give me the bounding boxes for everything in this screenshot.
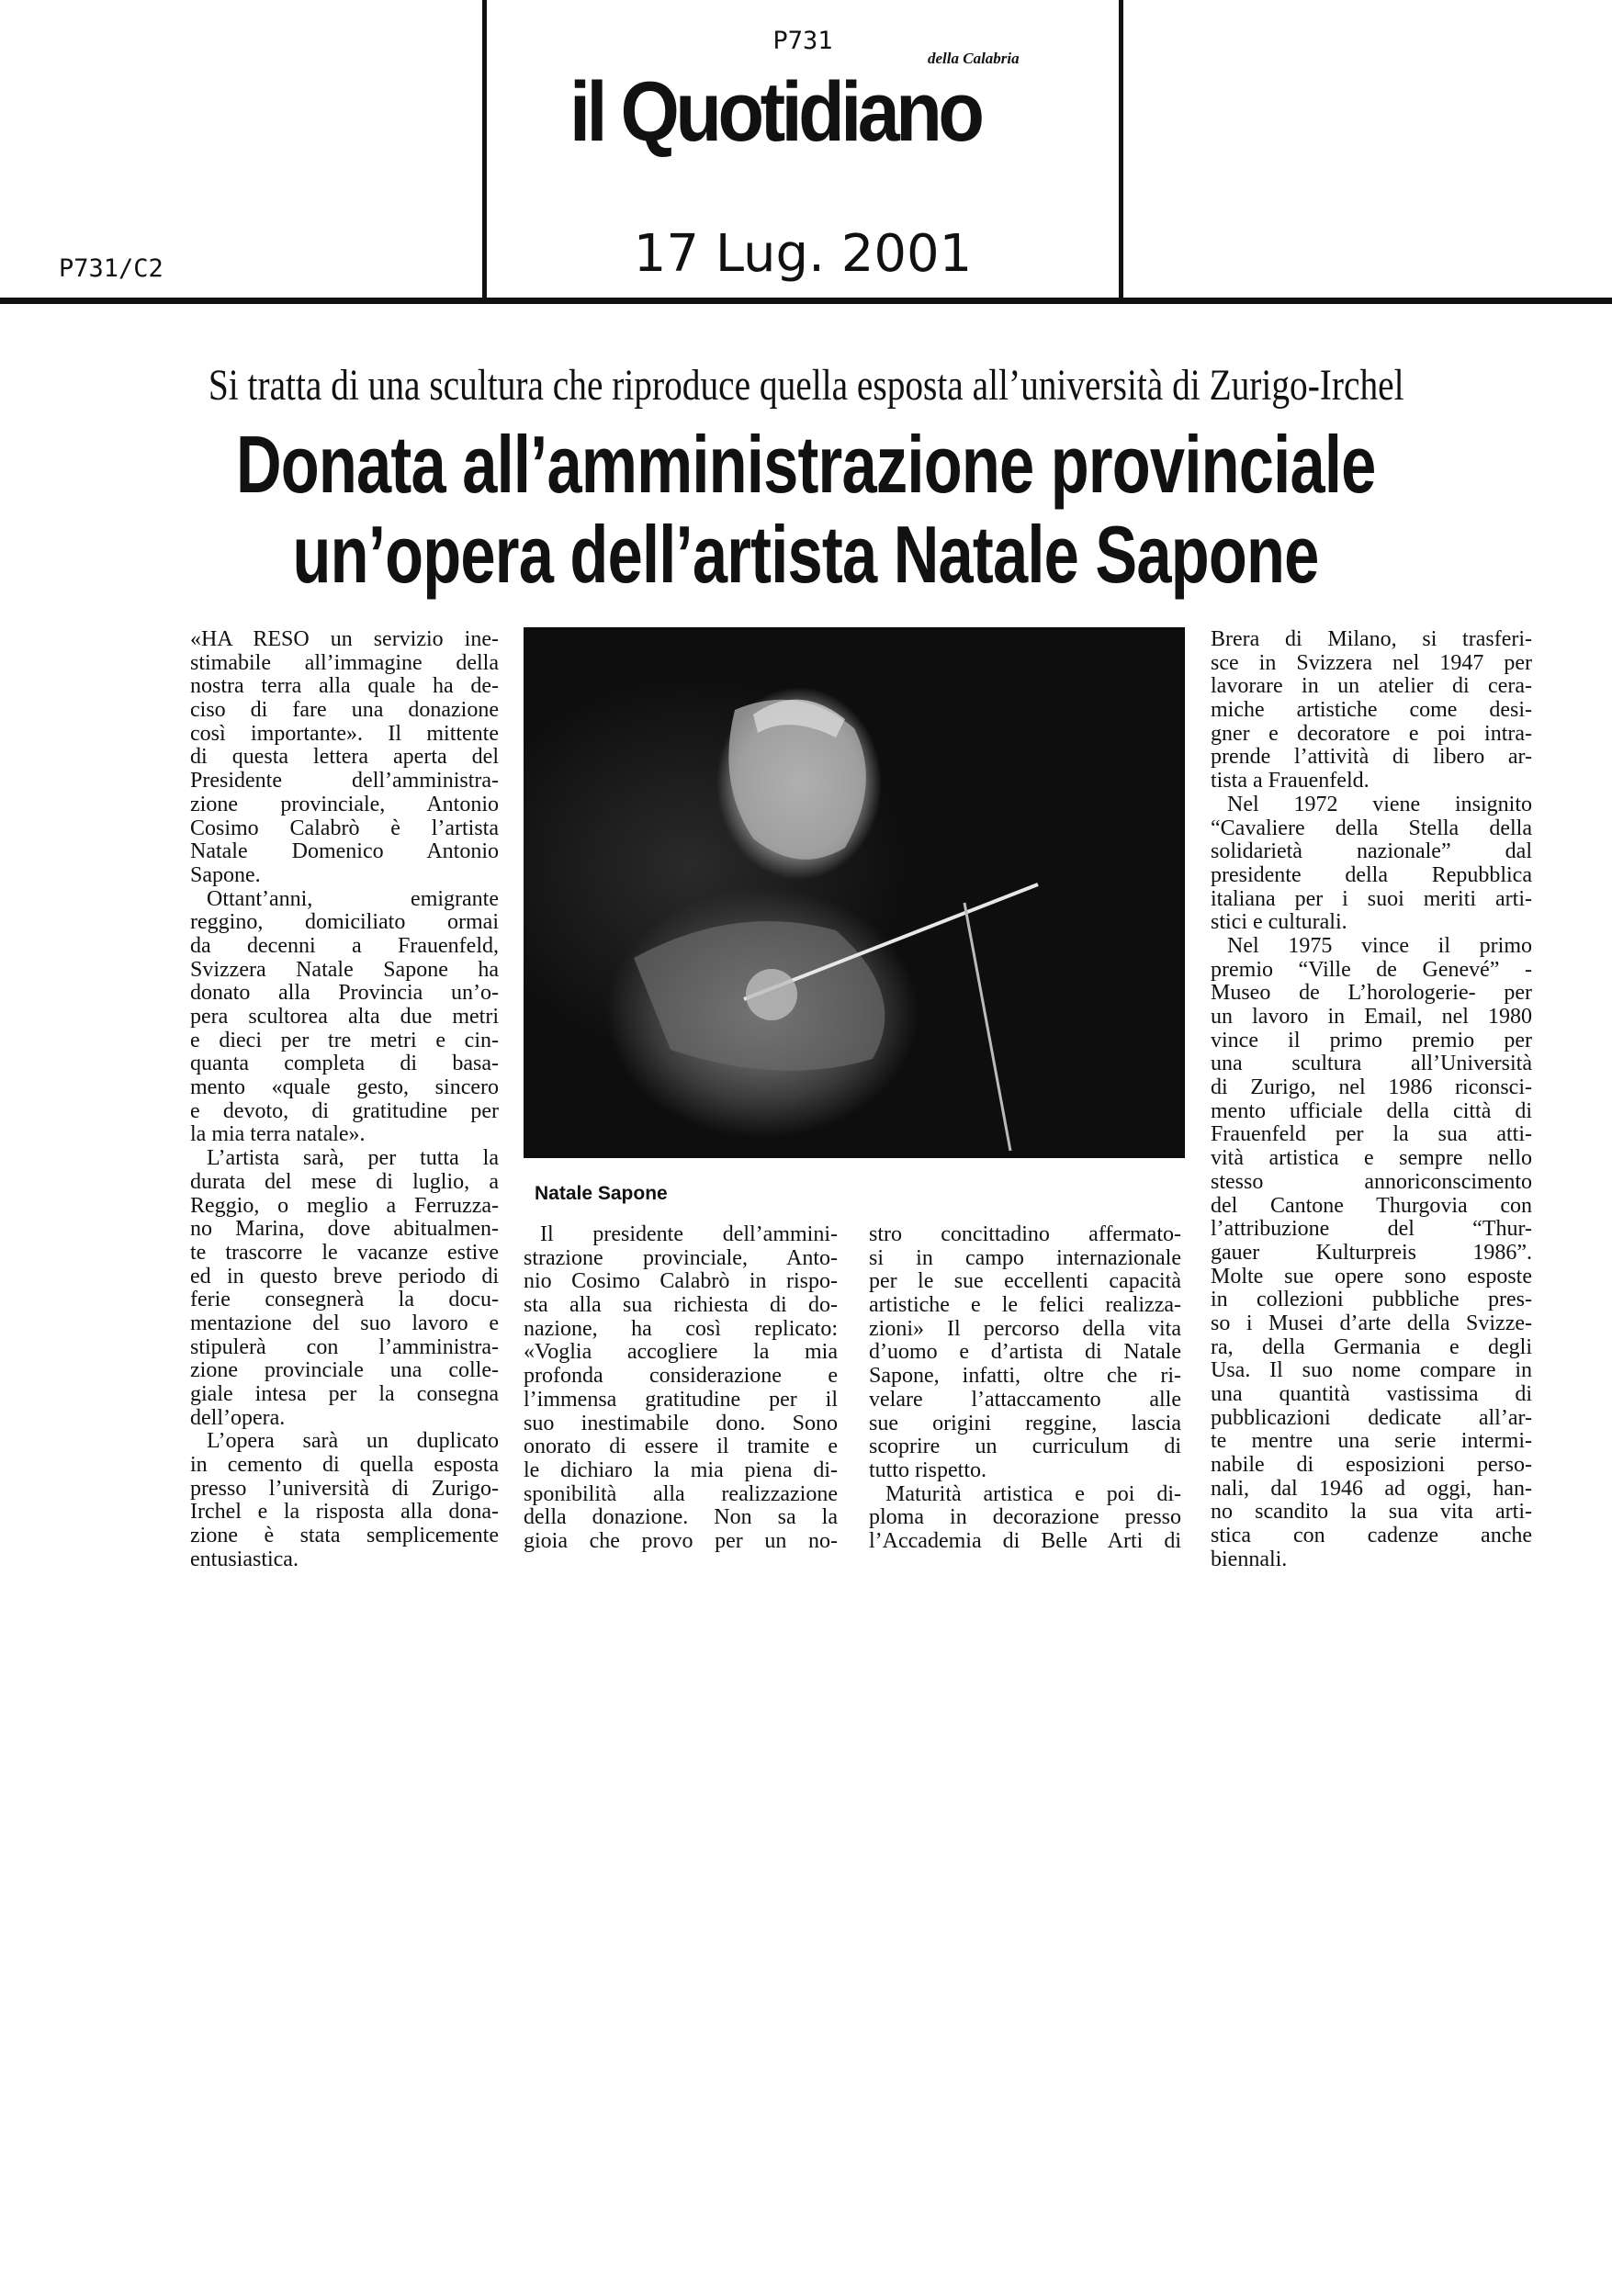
text-line: presso l’università di Zurigo- [190, 1476, 499, 1501]
text-line: zioni» Il percorso della vita [869, 1316, 1181, 1341]
text-line: reggino, domiciliato ormai [190, 910, 499, 935]
paragraph [869, 1223, 1181, 1483]
text-line: Museo de L’horologerie- per [1211, 981, 1532, 1006]
text-line: L’opera sarà un duplicato [207, 1429, 499, 1454]
text-line: stipulerà con l’amministra- [190, 1334, 499, 1359]
text-line: stici e culturali. [1211, 910, 1347, 935]
text-line: pubblicazioni dedicate all’ar- [1211, 1405, 1532, 1430]
logo-title: il Quotidiano [569, 65, 981, 159]
kicker-text: Si tratta di una scultura che riproduce quella esposta all’università di Zurigo-Irchel [208, 361, 1404, 410]
text-line: vità artistica e sempre nello [1211, 1146, 1532, 1171]
text-line: no Marina, dove abitualmen- [190, 1217, 499, 1242]
text-line: nabile di esposizioni perso- [1211, 1453, 1532, 1478]
text-line: pera scultorea alta due metri [190, 1005, 499, 1029]
text-line: una quantità vastissima di [1211, 1382, 1532, 1406]
text-line: Maturità artistica e poi di- [885, 1481, 1181, 1506]
paragraph [190, 1147, 499, 1430]
text-line: zione provinciale una colle- [190, 1358, 499, 1383]
publication-date: 17 Lug. 2001 [633, 224, 973, 284]
photo-caption: Natale Sapone [535, 1183, 668, 1204]
text-line: Nel 1975 vince il primo [1227, 933, 1532, 958]
text-line: l’immensa gratitudine per il [524, 1387, 838, 1412]
text-line: gner e decoratore e poi intra- [1211, 721, 1532, 746]
text-line: biennali. [1211, 1547, 1288, 1571]
photo-illustration [524, 627, 1185, 1158]
text-line: del Cantone Thurgovia con [1211, 1193, 1532, 1218]
text-line: nazione, ha così replicato: [524, 1316, 838, 1341]
text-line: vince il primo premio per [1211, 1028, 1532, 1052]
paragraph [1211, 628, 1532, 793]
article-column-3 [869, 1223, 1181, 1554]
paragraph [190, 888, 499, 1148]
text-line: e dieci per tre metri e cin- [190, 1028, 499, 1052]
headline-text-2: un’opera dell’artista Natale Sapone [292, 509, 1320, 600]
text-line: stimabile all’immagine della [190, 650, 499, 675]
text-line: miche artistiche come desi- [1211, 698, 1532, 723]
text-line: tutto rispetto. [869, 1458, 986, 1482]
text-line: Natale Domenico Antonio [190, 839, 499, 864]
text-line: so i Musei d’arte della Svizze- [1211, 1311, 1532, 1335]
artist-photo [524, 627, 1185, 1158]
text-line: di questa lettera aperta del [190, 745, 499, 770]
header-divider-left [482, 0, 487, 301]
text-line: L’artista sarà, per tutta la [207, 1146, 499, 1171]
text-line: premio “Ville de Genevé” - [1211, 957, 1532, 982]
text-line: per le sue eccellenti capacità [869, 1269, 1181, 1294]
logo-subtitle: della Calabria [928, 50, 1020, 67]
text-line: di Zurigo, nel 1986 riconsci- [1211, 1075, 1532, 1100]
text-line: suo inestimabile dono. Sono [524, 1411, 838, 1435]
text-line: presidente della Repubblica [1211, 862, 1532, 887]
text-line: sponibilità alla realizzazione [524, 1481, 838, 1506]
text-line: Molte sue opere sono esposte [1211, 1264, 1532, 1289]
text-line: Presidente dell’amministra- [190, 769, 499, 793]
text-line: artistiche e le felici realizza- [869, 1293, 1181, 1318]
text-line: Cosimo Calabrò è l’artista [190, 816, 499, 840]
header-divider-right [1119, 0, 1123, 301]
text-line: entusiastica. [190, 1547, 299, 1571]
text-line: lavorare in un atelier di cera- [1211, 674, 1532, 699]
text-line: nio Cosimo Calabrò in rispo- [524, 1269, 838, 1294]
text-line: dell’opera. [190, 1405, 286, 1430]
article-column-2 [524, 1223, 838, 1554]
text-line: prende l’attività di libero ar- [1211, 745, 1532, 770]
text-line: della donazione. Non sa la [524, 1505, 838, 1530]
paragraph [524, 1223, 838, 1554]
text-line: te mentre una serie intermi- [1211, 1429, 1532, 1454]
text-line: onorato di essere il tramite e [524, 1435, 838, 1459]
paragraph [1211, 935, 1532, 1572]
text-line: quanta completa di basa- [190, 1052, 499, 1076]
text-line: Il presidente dell’ammini- [540, 1222, 838, 1246]
text-line: Usa. Il suo nome compare in [1211, 1358, 1532, 1383]
text-line: mento ufficiale della città di [1211, 1098, 1532, 1123]
text-line: ra, della Germania e degli [1211, 1334, 1532, 1359]
text-line: e devoto, di gratitudine per [190, 1098, 499, 1123]
text-line: Irchel e la risposta alla dona- [190, 1500, 499, 1525]
text-line: Brera di Milano, si trasferi- [1211, 627, 1532, 651]
text-line: da decenni a Frauenfeld, [190, 933, 499, 958]
archive-code: P731 [772, 27, 833, 55]
paragraph [869, 1483, 1181, 1554]
text-line: Reggio, o meglio a Ferruzza- [190, 1193, 499, 1218]
text-line: Ottant’anni, emigrante [207, 886, 499, 911]
text-line: le dichiaro la mia piena di- [524, 1458, 838, 1482]
article-kicker [0, 360, 1612, 411]
text-line: mento «quale gesto, sincero [190, 1075, 499, 1100]
text-line: scoprire un curriculum di [869, 1435, 1181, 1459]
headline-line-2 [0, 509, 1612, 600]
text-line: ed in questo breve periodo di [190, 1264, 499, 1289]
text-line: ploma in decorazione presso [869, 1505, 1181, 1530]
paragraph [190, 628, 499, 888]
text-line: «HA RESO un servizio ine- [190, 627, 499, 651]
text-line: ciso di fare una donazione [190, 698, 499, 723]
headline-line-1 [0, 419, 1612, 510]
text-line: in collezioni pubbliche pres- [1211, 1288, 1532, 1312]
text-line: gauer Kulturpreis 1986”. [1211, 1240, 1532, 1265]
text-line: zione è stata semplicemente [190, 1524, 499, 1548]
text-line: stro concittadino affermato- [869, 1222, 1181, 1246]
text-line: stica con cadenze anche [1211, 1524, 1532, 1548]
text-line: Sapone. [190, 862, 261, 887]
text-line: sue origini reggine, lascia [869, 1411, 1181, 1435]
text-line: nali, dal 1946 ad oggi, han- [1211, 1476, 1532, 1501]
text-line: Svizzera Natale Sapone ha [190, 957, 499, 982]
text-line: «Voglia accogliere la mia [524, 1340, 838, 1365]
text-line: in cemento di quella esposta [190, 1453, 499, 1478]
text-line: strazione provinciale, Anto- [524, 1245, 838, 1270]
paragraph [190, 1430, 499, 1571]
text-line: sta alla sua richiesta di do- [524, 1293, 838, 1318]
text-line: te trascorre le vacanze estive [190, 1240, 499, 1265]
text-line: così importante». Il mittente [190, 721, 499, 746]
text-line: solidarietà nazionale” dal [1211, 839, 1532, 864]
text-line: tista a Frauenfeld. [1211, 769, 1370, 793]
text-line: nostra terra alla quale ha de- [190, 674, 499, 699]
text-line: d’uomo e d’artista di Natale [869, 1340, 1181, 1365]
text-line: l’attribuzione del “Thur- [1211, 1217, 1532, 1242]
text-line: donato alla Provincia un’o- [190, 981, 499, 1006]
text-line: Sapone, infatti, oltre che ri- [869, 1364, 1181, 1389]
article-column-1 [190, 628, 499, 1572]
text-line: “Cavaliere della Stella della [1211, 816, 1532, 840]
text-line: durata del mese di luglio, a [190, 1169, 499, 1194]
text-line: Nel 1972 viene insignito [1227, 792, 1532, 816]
text-line: stesso annoriconscimento [1211, 1169, 1532, 1194]
text-line: l’Accademia di Belle Arti di [869, 1528, 1181, 1553]
text-line: la mia terra natale». [190, 1122, 366, 1147]
clipping-code: P731/C2 [59, 254, 163, 283]
text-line: no scandito la sua vita arti- [1211, 1500, 1532, 1525]
newspaper-logo [569, 50, 1047, 167]
text-line: velare l’attaccamento alle [869, 1387, 1181, 1412]
header-rule [0, 298, 1612, 304]
text-line: si in campo internazionale [869, 1245, 1181, 1270]
text-line: una scultura all’Università [1211, 1052, 1532, 1076]
text-line: mentazione del suo lavoro e [190, 1311, 499, 1335]
headline-text-1: Donata all’amministrazione provinciale [236, 419, 1376, 510]
text-line: un lavoro in Email, nel 1980 [1211, 1005, 1532, 1029]
text-line: sce in Svizzera nel 1947 per [1211, 650, 1532, 675]
paragraph [1211, 793, 1532, 935]
article-column-4 [1211, 628, 1532, 1572]
text-line: Frauenfeld per la sua atti- [1211, 1122, 1532, 1147]
text-line: gioia che provo per un no- [524, 1528, 838, 1553]
text-line: profonda considerazione e [524, 1364, 838, 1389]
text-line: zione provinciale, Antonio [190, 792, 499, 816]
text-line: giale intesa per la consegna [190, 1382, 499, 1406]
text-line: ferie consegnerà la docu- [190, 1288, 499, 1312]
text-line: italiana per i suoi meriti arti- [1211, 886, 1532, 911]
